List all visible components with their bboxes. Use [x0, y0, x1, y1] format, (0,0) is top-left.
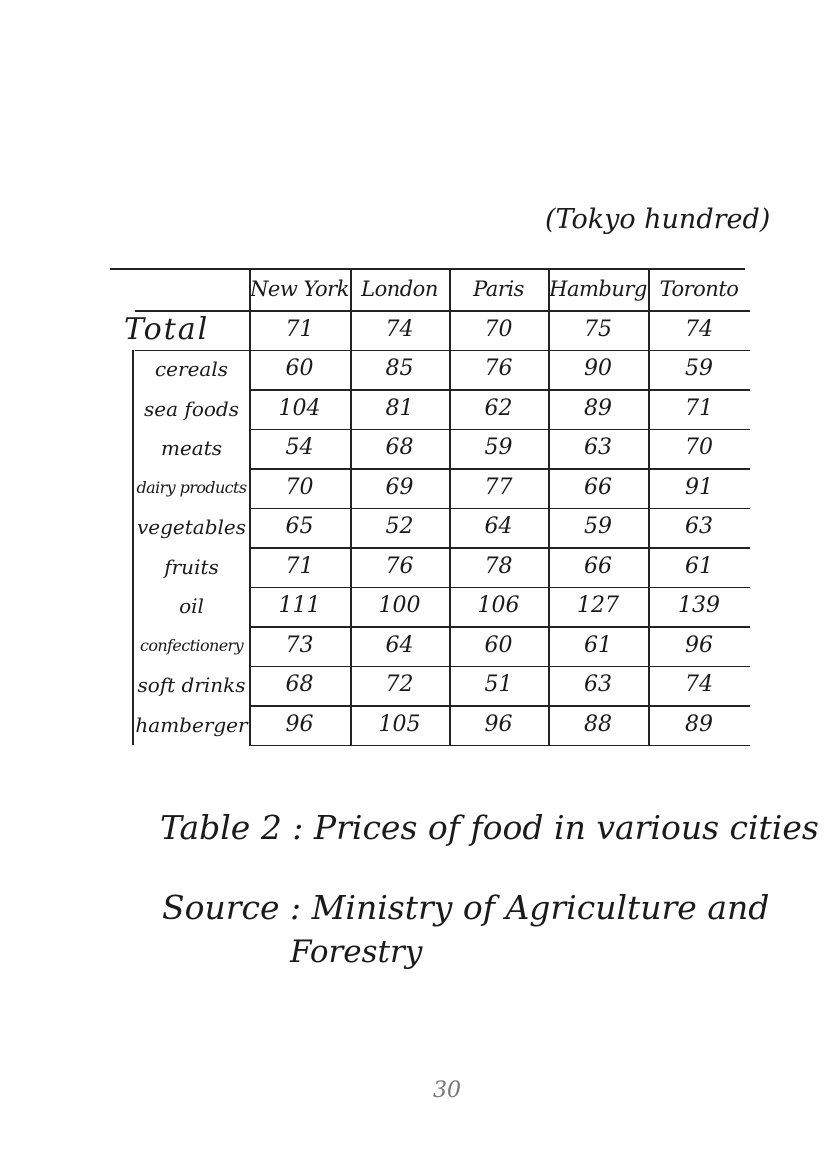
table-rule [249, 745, 750, 747]
value-cell: 111 [278, 593, 321, 619]
value-cell: 78 [484, 553, 513, 579]
value-cell: 104 [278, 395, 321, 421]
value-cell: 106 [477, 593, 520, 619]
value-cell: 63 [584, 435, 612, 461]
value-cell: 51 [484, 672, 513, 698]
value-cell: 52 [385, 514, 414, 540]
value-cell: 71 [685, 395, 713, 421]
page-number: 30 [433, 1078, 461, 1103]
table-caption: Table 2 : Prices of food in various cities [160, 808, 819, 847]
value-cell: 69 [385, 474, 414, 500]
total-value-cell: 70 [484, 316, 513, 342]
value-cell: 81 [385, 395, 414, 421]
value-cell: 96 [484, 711, 513, 737]
total-value-cell: 74 [385, 316, 414, 342]
value-cell: 96 [685, 632, 713, 658]
unit-note: (Tokyo hundred) [545, 204, 771, 235]
value-cell: 100 [378, 593, 421, 619]
column-header: Toronto [659, 276, 739, 301]
row-label: meats [160, 436, 223, 461]
value-cell: 71 [285, 553, 314, 579]
value-cell: 54 [285, 435, 314, 461]
value-cell: 88 [584, 711, 612, 737]
row-label: soft drinks [137, 673, 246, 698]
row-label: confectionery [139, 635, 244, 655]
value-cell: 62 [484, 395, 513, 421]
row-label: cereals [154, 357, 229, 382]
value-cell: 96 [285, 711, 314, 737]
total-value-cell: 75 [584, 316, 612, 342]
value-cell: 139 [678, 593, 720, 619]
value-cell: 89 [685, 711, 713, 737]
value-cell: 90 [584, 356, 612, 382]
column-header: London [361, 276, 438, 301]
value-cell: 66 [584, 474, 612, 500]
value-cell: 68 [285, 672, 314, 698]
row-label: dairy products [136, 477, 247, 497]
value-cell: 70 [285, 474, 314, 500]
total-value-cell: 74 [685, 316, 713, 342]
value-cell: 89 [584, 395, 612, 421]
value-cell: 68 [385, 435, 414, 461]
total-value-cell: 71 [285, 316, 314, 342]
row-label: oil [179, 594, 204, 619]
column-header: Paris [473, 276, 524, 301]
row-label: sea foods [144, 396, 239, 421]
source-line-2: Forestry [290, 934, 423, 970]
value-cell: 127 [577, 593, 619, 619]
value-cell: 61 [685, 553, 713, 579]
value-cell: 60 [484, 632, 513, 658]
total-row-label: Total [124, 311, 210, 347]
value-cell: 85 [385, 356, 414, 382]
value-cell: 105 [378, 711, 421, 737]
value-cell: 74 [685, 672, 713, 698]
row-label: vegetables [136, 515, 247, 540]
column-header: Hamburg [549, 276, 647, 301]
value-cell: 60 [285, 356, 314, 382]
value-cell: 72 [385, 672, 414, 698]
value-cell: 77 [484, 474, 513, 500]
value-cell: 59 [584, 514, 612, 540]
value-cell: 64 [385, 632, 414, 658]
value-cell: 64 [484, 514, 513, 540]
row-label: fruits [164, 554, 219, 579]
value-cell: 59 [484, 435, 513, 461]
value-cell: 59 [685, 356, 713, 382]
value-cell: 61 [584, 632, 612, 658]
value-cell: 76 [484, 356, 513, 382]
price-table [110, 268, 750, 746]
value-cell: 66 [584, 553, 612, 579]
value-cell: 70 [685, 435, 713, 461]
column-header: New York [250, 276, 349, 301]
value-cell: 73 [285, 632, 314, 658]
source-line-1: Source : Ministry of Agriculture and [162, 888, 770, 927]
value-cell: 76 [385, 553, 414, 579]
row-label: hamberger [135, 712, 248, 737]
value-cell: 65 [285, 514, 314, 540]
value-cell: 63 [584, 672, 612, 698]
value-cell: 63 [685, 514, 713, 540]
value-cell: 91 [685, 474, 713, 500]
